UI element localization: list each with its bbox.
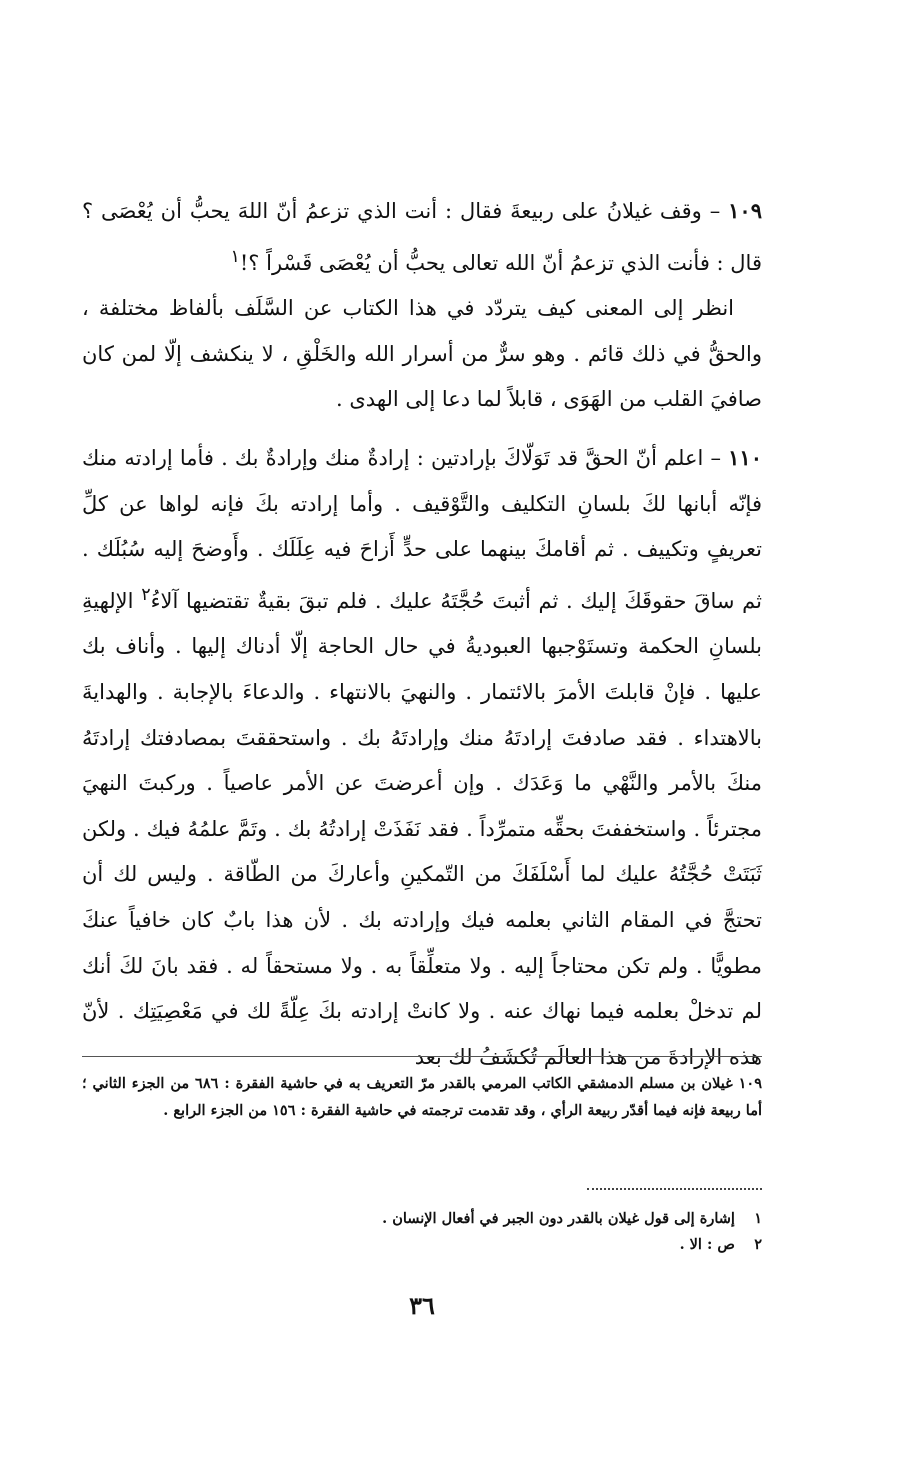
footnote-mark: ٢ bbox=[141, 584, 151, 605]
footnote-number: ٢ bbox=[754, 1236, 762, 1253]
paragraph-109-commentary: انظر إلى المعنى كيف يتردّد في هذا الكتاب عن السَّلَف بألفاظ مختلفة ، والحقُّ في ذلك قائم . وهو سرٌّ من أسرار الله والخَلْقِ ، لا ينكشف إلّا لمن كان صافيَ القلب من الهَوَى ، قابلاً لما دعا إلى الهدى . bbox=[82, 296, 762, 412]
paragraph-number: ١١٠ bbox=[728, 444, 762, 470]
footnote-109 bbox=[82, 1070, 762, 1124]
footnote-1 bbox=[82, 1206, 762, 1232]
footnote-mark: ١ bbox=[230, 246, 240, 267]
paragraph-number: ١٠٩ bbox=[728, 198, 762, 223]
footnotes-small bbox=[82, 1206, 762, 1258]
footnote-text: غيلان بن مسلم الدمشقي الكاتب المرمي بالقدر مرّ التعريف به في حاشية الفقرة : ٦٨٦ من الجزء الثاني ؛ أما ربيعة فإنه فيما أقدّر ربيعة الرأي ، وقد تقدمت ترجمته في حاشية الفقرة : ١٥٦ من الجزء الرابع . bbox=[82, 1075, 762, 1119]
paragraph-109 bbox=[82, 188, 762, 423]
dash: – bbox=[710, 445, 721, 470]
paragraph-109-quote bbox=[82, 188, 762, 286]
paragraph-110-body bbox=[82, 435, 762, 1080]
quote-text: وقف غيلانُ على ربيعةَ فقال : أنت الذي تزعمُ أنّ اللهَ يحبُّ أن يُعْصَى ؟ قال : فأنت الذي تزعمُ أنّ الله تعالى يحبُّ أن يُعْصَى قَسْراً ؟! bbox=[82, 199, 762, 275]
footnote-text: ص : الا . bbox=[679, 1236, 735, 1253]
footnote-text: إشارة إلى قول غيلان بالقدر دون الجبر في أفعال الإنسان . bbox=[382, 1210, 735, 1227]
page-number: ٣٦ bbox=[409, 1291, 435, 1320]
dash: – bbox=[709, 199, 721, 223]
footnote-2 bbox=[82, 1232, 762, 1258]
paragraph-110 bbox=[82, 435, 762, 1080]
footnotes-main bbox=[82, 1070, 762, 1124]
dotted-separator bbox=[587, 1188, 762, 1190]
body-text: اعلم أنّ الحقَّ قد تَوَلّاكَ بإرادتين : إرادةٌ منك وإرادةٌ بك . فأما إرادته منك فإنّه أبانها لكَ بلسانِ التكليف والتَّوْقيف . وأما إرادته بكَ فإنه لواها عن كلِّ تعريفٍ وتكييف . ثم أقامكَ بينهما على حدٍّ أَزاحَ فيه عِلَلَك . وأَوضحَ إليه سُبُلَك . ثم ساقَ حقوقَكَ إليك . ثم أثبتَ حُجَّتَهُ عليك . فلم تبقَ بقيةٌ تقتضيها آلاءُ bbox=[82, 445, 762, 613]
footnote-separator bbox=[82, 1056, 762, 1057]
footnote-number: ١ bbox=[754, 1210, 762, 1227]
footnote-number: ١٠٩ bbox=[738, 1075, 762, 1092]
body-text-continued: الإلهيةِ بلسانِ الحكمة وتستَوْجبها العبوديةُ في حال الحاجة إلّا أدناك إليها . وأناف بك عليها . فإنْ قابلتَ الأمرَ بالائتمار . والنهيَ بالانتهاء . والدعاءَ بالإجابة . والهدايةَ بالاهتداء . فقد صادفتَ إرادتَهُ منك وإرادتَهُ بك . واستحققتَ بمصادفتك إرادتَهُ منكَ بالأمر والنَّهْي ما وَعَدَك . وإن أعرضتَ عن الأمر عاصياً . وركبتَ النهيَ مجترئاً . واستخففتَ بحقِّه متمرِّداً . فقد نَفَذَتْ إرادتُهُ بك . وتَمَّ علمُهُ فيك . ولكن ثَبَتَتْ حُجَّتُهُ عليك لما أَسْلَفَكَ من التّمكينِ وأعاركَ من الطّاقة . وليس لك أن تحتجَّ في المقام الثاني بعلمه فيك وإرادته بك . لأن هذا بابٌ كان خافياً عنكَ مطويًّا . ولم تكن محتاجاً إليه . ولا متعلِّقاً به . ولا مستحقاً له . فقد بانَ لكَ أنك لم تدخلْ بعلمه فيما نهاك عنه . ولا كانتْ إرادته بكَ عِلّةً لك في مَعْصِيَتِك . لأنّ هذه الإرادةَ من هذا العالَم تُكشَفُ لك بعد bbox=[82, 588, 762, 1069]
book-page bbox=[82, 188, 762, 1320]
